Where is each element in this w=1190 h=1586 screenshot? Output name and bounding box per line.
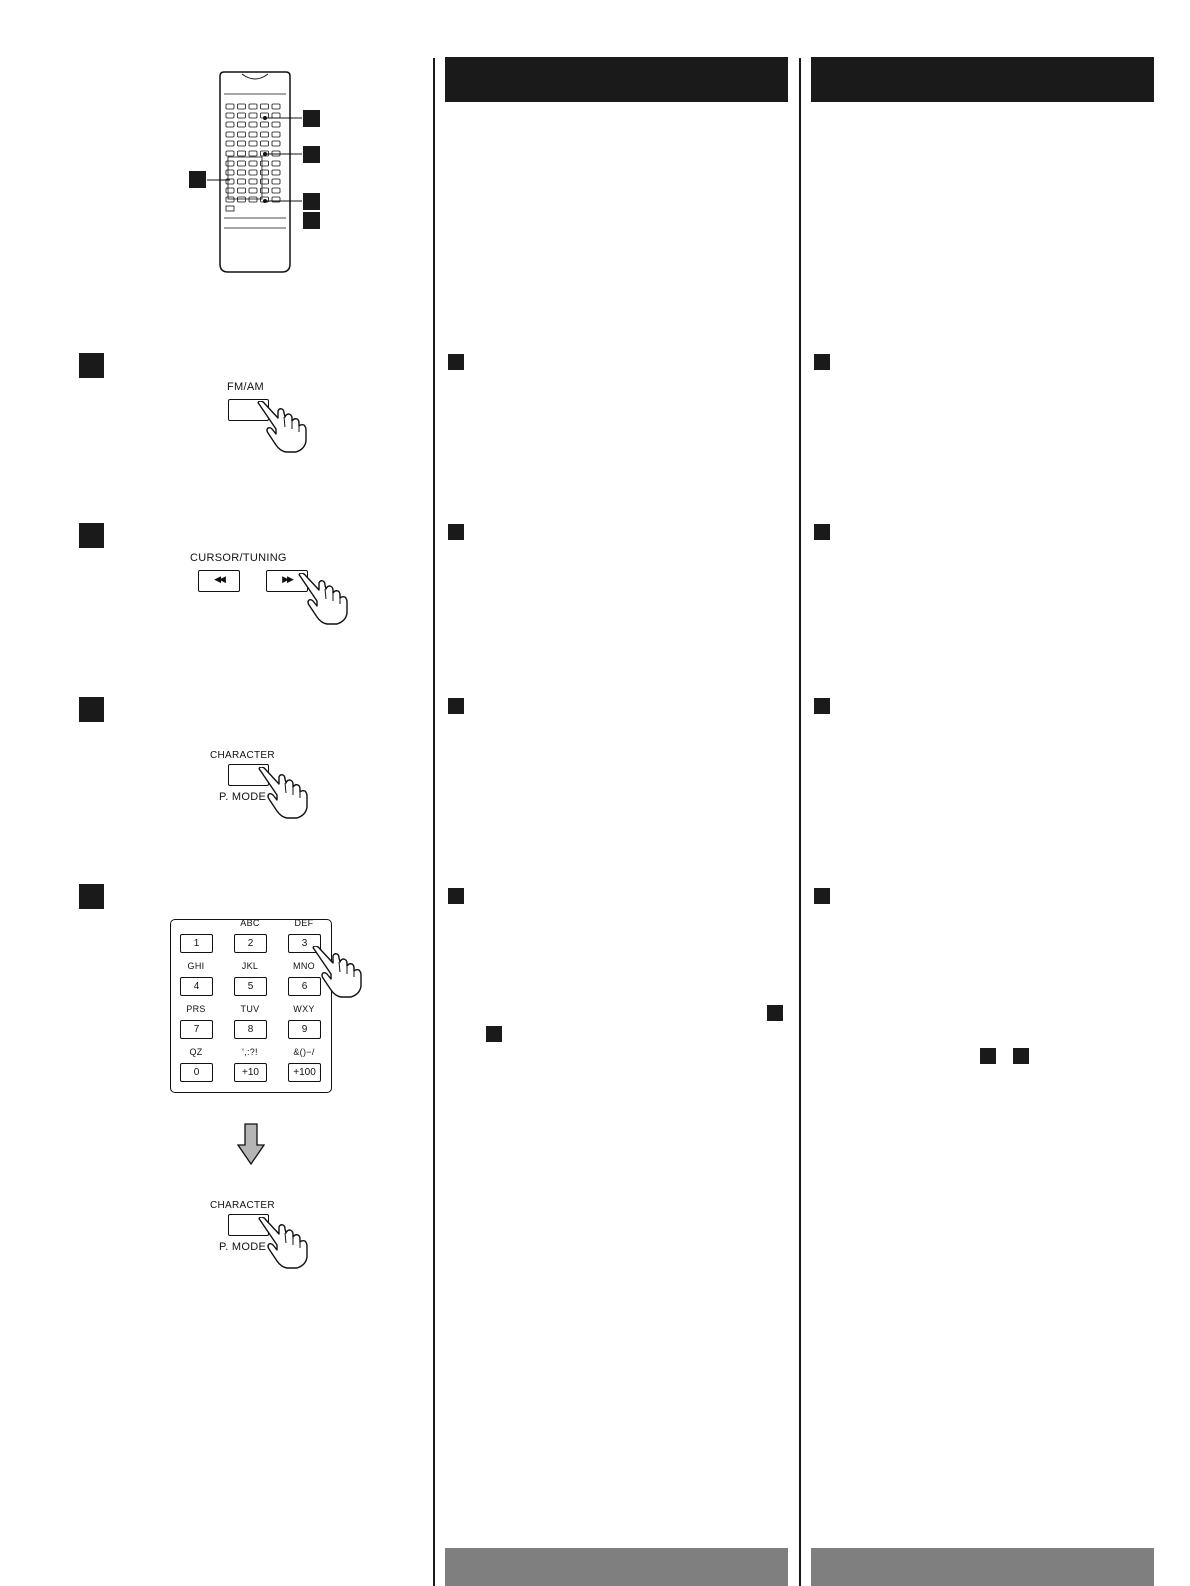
keypad-letters-label: ',:?! xyxy=(242,1047,258,1057)
keypad-letters-label: JKL xyxy=(241,961,259,971)
rewind-icon: ◀◀ xyxy=(214,574,224,584)
callout-marker-2 xyxy=(303,146,320,163)
keypad-letters-label: WXY xyxy=(293,1004,315,1014)
col2-inline-ref-1 xyxy=(980,1048,996,1064)
column-divider-left xyxy=(433,58,435,1586)
step-4-marker xyxy=(79,884,104,909)
fm-am-label: FM/AM xyxy=(227,381,264,393)
keypad-letters-label: DEF xyxy=(294,918,314,928)
column-divider-right xyxy=(799,58,801,1586)
column-header-bar-2 xyxy=(811,57,1154,102)
keypad-letters-label: TUV xyxy=(240,1004,260,1014)
keypad-letters-label: PRS xyxy=(186,1004,206,1014)
step-2-marker xyxy=(79,523,104,548)
keypad-key-2[interactable]: 2 xyxy=(234,934,267,953)
col1-step-3-marker xyxy=(448,698,464,714)
keypad-key-8[interactable]: 8 xyxy=(234,1020,267,1039)
keypad-letters-label: ABC xyxy=(240,918,260,928)
pointing-hand-icon xyxy=(297,573,359,625)
col2-step-1-marker xyxy=(814,354,830,370)
col1-step-2-marker xyxy=(448,524,464,540)
keypad-letters-label: QZ xyxy=(189,1047,203,1057)
col1-inline-ref-2 xyxy=(486,1026,502,1042)
callout-marker-4 xyxy=(303,212,320,229)
pointing-hand-icon xyxy=(311,946,373,998)
keypad-key-plus10[interactable]: +10 xyxy=(234,1063,267,1082)
keypad-letters-label: GHI xyxy=(187,961,205,971)
keypad-key-3[interactable]: 3 xyxy=(288,934,321,953)
column-footer-bar-2 xyxy=(811,1548,1154,1586)
pointing-hand-icon xyxy=(256,401,318,453)
col2-step-2-marker xyxy=(814,524,830,540)
tuning-down-button[interactable] xyxy=(198,570,240,592)
p-mode-label: P. MODE xyxy=(219,791,267,803)
keypad-key-7[interactable]: 7 xyxy=(180,1020,213,1039)
character-label-2: CHARACTER xyxy=(210,1200,275,1211)
column-footer-bar-1 xyxy=(445,1548,788,1586)
column-header-bar-1 xyxy=(445,57,788,102)
keypad-key-9[interactable]: 9 xyxy=(288,1020,321,1039)
p-mode-label-2: P. MODE xyxy=(219,1241,267,1253)
step-1-marker xyxy=(79,353,104,378)
step-3-marker xyxy=(79,697,104,722)
keypad-key-1[interactable]: 1 xyxy=(180,934,213,953)
cursor-tuning-label: CURSOR/TUNING xyxy=(190,552,287,564)
keypad-letters-label: &()−/ xyxy=(293,1047,315,1057)
keypad-letters-label: MNO xyxy=(293,961,315,971)
callout-marker-1 xyxy=(303,110,320,127)
col2-step-3-marker xyxy=(814,698,830,714)
col2-inline-ref-2 xyxy=(1013,1048,1029,1064)
pointing-hand-icon xyxy=(257,767,319,819)
pointing-hand-icon xyxy=(257,1217,319,1269)
keypad-key-6[interactable]: 6 xyxy=(288,977,321,996)
character-label: CHARACTER xyxy=(210,750,275,761)
col1-inline-ref-1 xyxy=(767,1005,783,1021)
callout-marker-3 xyxy=(303,193,320,210)
fast-forward-icon: ▶▶ xyxy=(282,574,292,584)
col1-step-1-marker xyxy=(448,354,464,370)
callout-marker-5 xyxy=(189,171,206,188)
keypad-key-0[interactable]: 0 xyxy=(180,1063,213,1082)
col2-step-4-marker xyxy=(814,888,830,904)
keypad-key-plus100[interactable]: +100 xyxy=(288,1063,321,1082)
col1-step-4-marker xyxy=(448,888,464,904)
keypad-key-4[interactable]: 4 xyxy=(180,977,213,996)
keypad-key-5[interactable]: 5 xyxy=(234,977,267,996)
down-arrow-icon xyxy=(237,1123,265,1165)
